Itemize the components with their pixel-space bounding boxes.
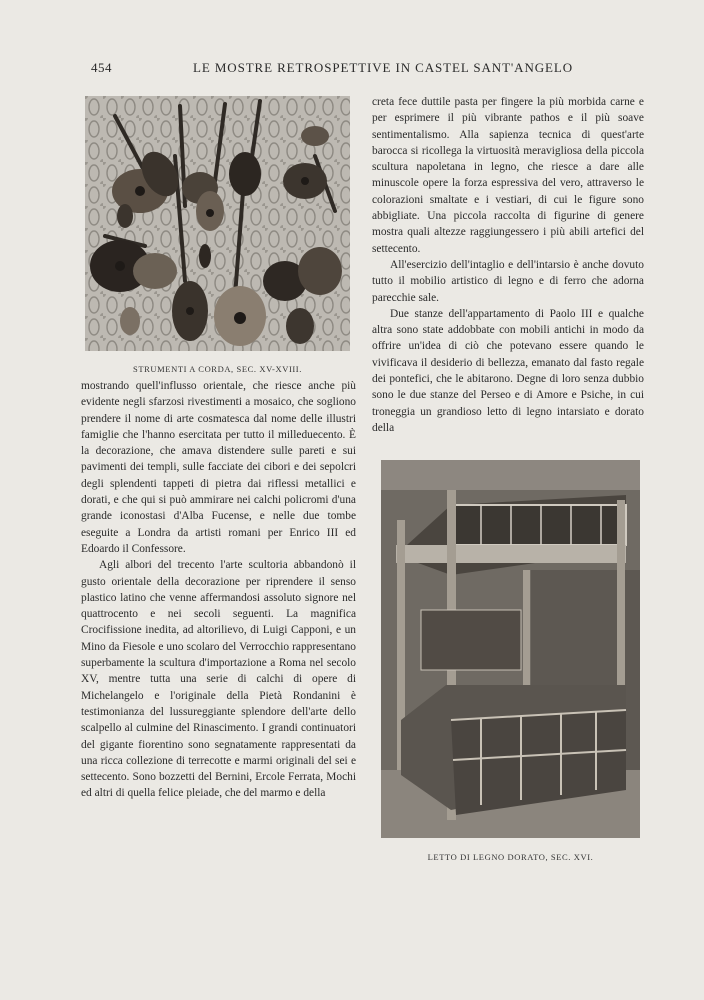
page-number: 454	[91, 60, 112, 75]
paragraph: Due stanze dell'appartamento di Paolo III e qualche altra sono state addobbate con mobili antichi in modo da offrire un'idea di ciò che potevano essere quando le vivificava il desiderio di bellezza, emanato dal fasto regale dei pontefici, che le abitarono. Degne di loro senza dubbio sono le due stanze del Perseo e di Amore e Psiche, in cui troneggia un grandioso letto di legno intarsiato e dorato della	[372, 307, 644, 434]
bed-caption: LETTO DI LEGNO DORATO, SEC. XVI.	[427, 852, 594, 862]
instruments-caption: STRUMENTI A CORDA, SEC. XV-XVIII.	[133, 364, 302, 374]
right-column-text	[372, 94, 644, 436]
instruments-photo	[85, 96, 350, 351]
bed-illustration	[381, 460, 640, 838]
bed-photo	[381, 460, 640, 838]
running-header	[85, 60, 625, 80]
running-title: LE MOSTRE RETROSPETTIVE IN CASTEL SANT'ANGELO	[193, 60, 573, 75]
paragraph: All'esercizio dell'intaglio e dell'intarsio è anche dovuto tutto il mobilio artistico di legno e di ferro che adorna parecchie sale.	[372, 258, 644, 304]
instruments-illustration	[85, 96, 350, 351]
paragraph: creta fece duttile pasta per fingere la più morbida carne e per esprimere il più vibrante pathos e il più soave sentimentalismo. Alla sapienza tecnica di quest'arte barocca si ricollega la virtuosità meravigliosa della piccola scultura napoletana in legno, che riesce a dare alle minuscole opere la forza espressiva del vero, attraverso le colorazioni smaltate e i vestiari, di cui le figure sono abbigliate. Una piccola raccolta di figurine di genere mostra quali altezze raggiungessero i più abili artefici del settecento.	[372, 96, 644, 255]
left-column-text	[81, 378, 356, 802]
paragraph: mostrando quell'influsso orientale, che riesce anche più evidente negli sfarzosi rivestimenti a mosaico, che sogliono prendere il nome di arte cosmatesca dal nome delle illustri famiglie che l'hanno esercitata per tutto il milleduecento. È la decorazione, che amava distendere sulle pareti e sui pavimenti dei templi, sulle facciate dei cibori e dei sepolcri degli splendenti tappeti di pietra dai riflessi metallici e dorati, e che qui si può ammirare nei calchi policromi d'una grande iconostasi d'Alba Fucense, e nelle due tombe eseguite a Londra da artisti romani per Enrico III ed Edoardo il Confessore.	[81, 380, 356, 555]
paragraph: Agli albori del trecento l'arte scultoria abbandonò il gusto orientale della decorazione per riprendere il senso plastico latino che venne affermandosi assoluto signore nel quattrocento e nei secoli seguenti. La magnifica Crocifissione inedita, ad altorilievo, di Luigi Capponi, e un Mino da Fiesole e uno scolaro del Verrocchio rappresentano superbamente la scultura d'importazione a Roma nel secolo XV, mentre tutta una serie di calchi di opere di Michelangelo e l'originale della Pietà Rondanini è testimonianza del lussureggiante splendore dell'arte dello scalpello al culmine del Rinascimento. I grandi continuatori del gigante fiorentino sono segnatamente rappresentati da una ricca collezione di terrecotte e marmi originali del sei e settecento. Sono bozzetti del Bernini, Ercole Ferrata, Mochi ed altri di quella felice pleiade, che del marmo e della	[81, 559, 356, 800]
